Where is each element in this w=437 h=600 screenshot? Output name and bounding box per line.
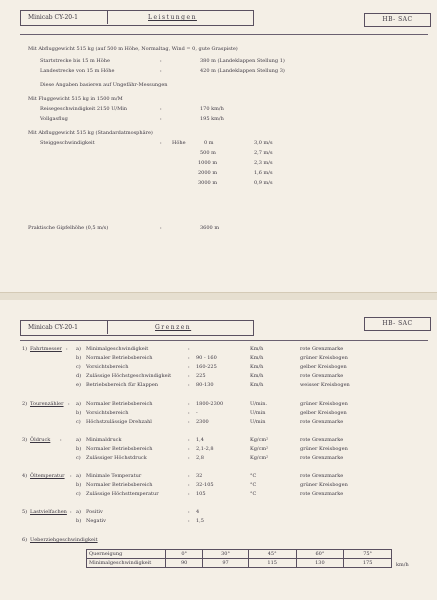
row-colon: : (188, 410, 190, 416)
climb-alt: 3000 m (198, 180, 218, 186)
row-colon: : (188, 455, 190, 461)
row-unit: °C (250, 473, 257, 479)
row-label: Zulässige Höchstgeschwindigkeit (86, 373, 172, 379)
limits-sheet (0, 300, 437, 600)
section-name-load-factors: Lastvielfachen (30, 509, 67, 515)
row-letter: b) (76, 446, 82, 452)
section-name-airspeed: Fahrtmesser (30, 346, 62, 352)
row-unit: Km/h (250, 373, 264, 379)
takeoff-value: 380 m (Landeklappen Stellung 1) (200, 58, 285, 64)
section-colon: : (60, 437, 62, 443)
section-number: 5) (22, 509, 28, 515)
ceiling-colon: : (160, 225, 162, 231)
row-label: Normaler Betriebsbereich (86, 446, 153, 452)
table-cell: 130 (296, 559, 344, 568)
row-label: Negativ (86, 518, 106, 524)
row-value: 90 - 160 (196, 355, 217, 361)
row-unit: Km/h (250, 364, 264, 370)
climb-rate: 0,9 m/s (254, 180, 273, 186)
row-value: 4 (196, 509, 200, 515)
registration-box: HB- SAC (364, 317, 431, 331)
climb-alt: 0 m (204, 140, 214, 146)
row-letter: a) (76, 401, 81, 407)
climb-colon: : (160, 140, 162, 146)
row-mark: grüner Kreisbogen (300, 355, 348, 361)
climb-rate: 3,0 m/s (254, 140, 273, 146)
row-value: 32 (196, 473, 203, 479)
ceiling-label: Praktische Gipfelhöhe (0,5 m/s) (28, 225, 109, 231)
row-mark: rote Grenzmarke (300, 346, 344, 352)
row-mark: rote Grenzmarke (300, 373, 344, 379)
section-name-tachometer: Tourenzähler (30, 401, 64, 407)
row-colon: : (188, 355, 190, 361)
row-colon: : (188, 382, 190, 388)
row-value: 2,1-2,8 (196, 446, 214, 452)
row-value: 160-225 (196, 364, 217, 370)
table-cell: 45° (248, 550, 296, 559)
row-colon: : (188, 482, 190, 488)
takeoff-colon: : (160, 58, 162, 64)
section-number: 2) (22, 401, 28, 407)
row-value: 225 (196, 373, 206, 379)
cruise-value: 170 km/h (200, 106, 224, 112)
row-label: Positiv (86, 509, 103, 515)
climb-rate: 1,6 m/s (254, 170, 273, 176)
row-value: 105 (196, 491, 206, 497)
section-colon: : (70, 473, 72, 479)
cruise-head: Mit Fluggewicht 515 kg in 1500 m/M (28, 96, 123, 102)
row-colon: : (188, 346, 190, 352)
row-letter: b) (76, 482, 82, 488)
row-mark: grüner Kreisbogen (300, 401, 348, 407)
row-mark: gelber Kreisbogen (300, 364, 347, 370)
header-rule (20, 340, 428, 341)
row-mark: rote Grenzmarke (300, 455, 344, 461)
stall-speed-table (86, 549, 392, 568)
section-number: 3) (22, 437, 28, 443)
section-number: 6) (22, 537, 28, 543)
row-label: Normaler Betriebsbereich (86, 355, 153, 361)
stall-speed-unit: km/h (396, 562, 409, 568)
row-colon: : (188, 446, 190, 452)
section-number: 1) (22, 346, 28, 352)
row-label: Vorsichtsbereich (86, 364, 129, 370)
row-colon: : (188, 437, 190, 443)
section-colon: : (68, 401, 70, 407)
row-label: Minimalgeschwindigkeit (86, 346, 149, 352)
row-label: Zulässiger Höchstdruck (86, 455, 147, 461)
section-name-oil-pressure: Öldruck (30, 437, 51, 443)
measurement-note: Diese Angaben basieren auf Ungefähr-Messungen (40, 82, 168, 88)
section-number: 4) (22, 473, 28, 479)
row-colon: : (188, 518, 190, 524)
row-unit: U/min (250, 419, 266, 425)
row-mark: rote Grenzmarke (300, 491, 344, 497)
row-unit: U/min. (250, 401, 268, 407)
row-label: Normaler Betriebsbereich (86, 482, 153, 488)
table-cell: 175 (344, 559, 392, 568)
row-value: - (196, 410, 198, 416)
row-letter: a) (76, 473, 81, 479)
climb-head: Mit Abfluggewicht 515 kg (Standardatmosphäre) (28, 130, 153, 136)
fullthrottle-colon: : (160, 116, 162, 122)
row-label: Höchstzulässige Drehzahl (86, 419, 152, 425)
row-mark: rote Grenzmarke (300, 473, 344, 479)
table-cell: Querneigung (87, 550, 166, 559)
section-colon: : (70, 509, 72, 515)
row-value: 32-105 (196, 482, 214, 488)
landing-colon: : (160, 68, 162, 74)
row-unit: Kg/cm² (250, 446, 269, 452)
row-unit: °C (250, 491, 257, 497)
row-value: 1800-2300 (196, 401, 224, 407)
table-cell: 97 (203, 559, 249, 568)
row-unit: Km/h (250, 382, 264, 388)
row-value: 1,5 (196, 518, 204, 524)
row-letter: c) (76, 419, 81, 425)
row-value: 2,8 (196, 455, 204, 461)
row-letter: a) (76, 437, 81, 443)
section-name-oil-temperature: Öltemperatur (30, 473, 65, 479)
header-rule (20, 34, 428, 35)
row-mark: weisser Kreisbogen (300, 382, 350, 388)
row-letter: a) (76, 346, 81, 352)
climb-label: Steiggeschwindigkeit (40, 140, 95, 146)
section-name-stall-speed: Ueberziehgeschwindigkeit (30, 537, 98, 543)
climb-rate: 2,7 m/s (254, 150, 273, 156)
row-letter: b) (76, 518, 82, 524)
row-colon: : (188, 373, 190, 379)
row-letter: c) (76, 455, 81, 461)
table-cell: 90 (166, 559, 203, 568)
row-mark: rote Grenzmarke (300, 419, 344, 425)
row-letter: c) (76, 364, 81, 370)
model-label: Minicab CY-20-1 (28, 14, 78, 21)
table-cell: 30° (203, 550, 249, 559)
table-cell: 75° (344, 550, 392, 559)
table-cell: Minimalgeschwindigkeit (87, 559, 166, 568)
table-row (87, 550, 392, 559)
page-title: Leistungen (148, 14, 197, 21)
row-label: Zulässige Höchsttemperatur (86, 491, 159, 497)
row-letter: b) (76, 355, 82, 361)
row-colon: : (188, 491, 190, 497)
ceiling-value: 3600 m (200, 225, 220, 231)
row-label: Vorsichtsbereich (86, 410, 129, 416)
altitude-label: Höhe (172, 140, 186, 146)
climb-rate: 2,3 m/s (254, 160, 273, 166)
row-colon: : (188, 509, 190, 515)
table-cell: 115 (248, 559, 296, 568)
table-cell: 0° (166, 550, 203, 559)
row-value: 80-130 (196, 382, 214, 388)
row-unit: Km/h (250, 355, 264, 361)
row-value: 2300 (196, 419, 209, 425)
row-unit: Kg/cm² (250, 437, 269, 443)
climb-alt: 2000 m (198, 170, 218, 176)
row-letter: e) (76, 382, 81, 388)
row-colon: : (188, 473, 190, 479)
row-colon: : (188, 401, 190, 407)
row-label: Betriebsbereich für Klappen (86, 382, 159, 388)
row-colon: : (188, 364, 190, 370)
row-letter: d) (76, 373, 82, 379)
climb-alt: 1000 m (198, 160, 218, 166)
fullthrottle-label: Vollgasflug (40, 116, 68, 122)
row-label: Normaler Betriebsbereich (86, 401, 153, 407)
row-unit: °C (250, 482, 257, 488)
title-frame-divider (107, 320, 108, 334)
cruise-colon: : (160, 106, 162, 112)
table-row (87, 559, 392, 568)
row-unit: Km/h (250, 346, 264, 352)
takeoff-label: Startstrecke bis 15 m Höhe (40, 58, 110, 64)
fullthrottle-value: 195 km/h (200, 116, 224, 122)
row-colon: : (188, 419, 190, 425)
row-label: Minimaldruck (86, 437, 122, 443)
row-value: 1,4 (196, 437, 204, 443)
row-letter: b) (76, 410, 82, 416)
page-title: Grenzen (155, 324, 192, 331)
row-mark: grüner Kreisbogen (300, 482, 348, 488)
row-mark: grüner Kreisbogen (300, 446, 348, 452)
row-letter: c) (76, 491, 81, 497)
takeoff-head: Mit Abfluggewicht 515 kg (auf 500 m Höhe, Normaltag, Wind = 0, gute Graspiste) (28, 46, 238, 52)
row-unit: U/min (250, 410, 266, 416)
row-letter: a) (76, 509, 81, 515)
table-cell: 60° (296, 550, 344, 559)
landing-value: 420 m (Landeklappen Stellung 3) (200, 68, 285, 74)
row-mark: rote Grenzmarke (300, 437, 344, 443)
row-unit: Kg/cm² (250, 455, 269, 461)
registration-box: HB- SAC (364, 13, 431, 27)
model-label: Minicab CY-20-1 (28, 324, 78, 331)
performance-sheet (0, 0, 437, 292)
row-mark: gelber Kreisbogen (300, 410, 347, 416)
section-colon: : (66, 346, 68, 352)
landing-label: Landestrecke von 15 m Höhe (40, 68, 115, 74)
title-frame-divider (107, 10, 108, 24)
climb-alt: 500 m (200, 150, 216, 156)
cruise-label: Reisegeschwindigkeit 2150 U/Min (40, 106, 128, 112)
row-label: Minimale Temperatur (86, 473, 142, 479)
